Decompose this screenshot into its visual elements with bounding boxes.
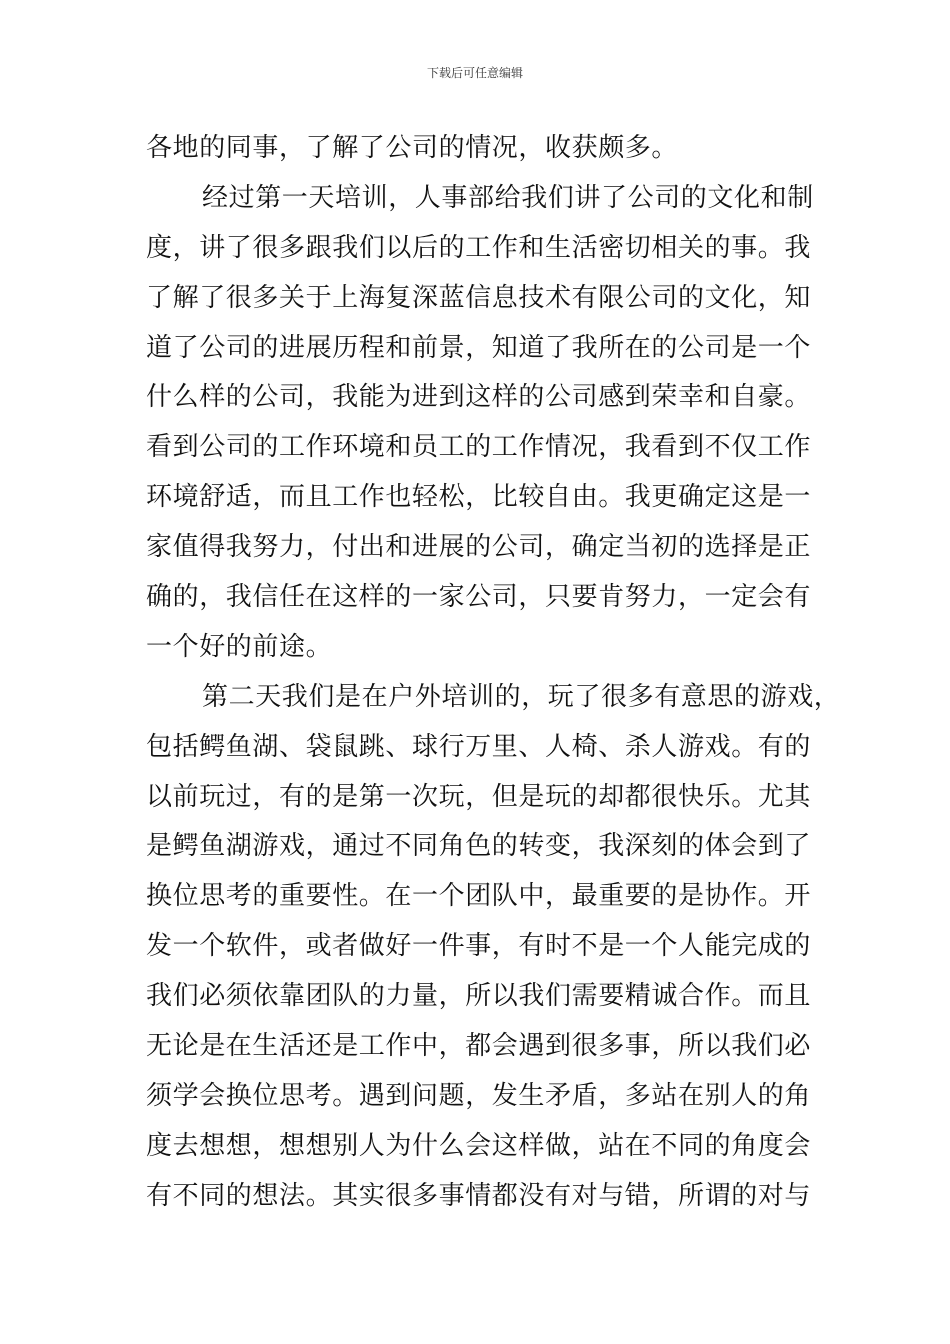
text-line: 有不同的想法。其实很多事情都没有对与错，所谓的对与 [146,1180,812,1211]
text-line: 环境舒适，而且工作也轻松，比较自由。我更确定这是一 [146,482,812,513]
text-line: 是鳄鱼湖游戏，通过不同角色的转变，我深刻的体会到了 [146,831,812,862]
text-line: 以前玩过，有的是第一次玩，但是玩的却都很快乐。尤其 [146,781,812,812]
text-line: 什么样的公司，我能为进到这样的公司感到荣幸和自豪。 [146,382,812,413]
page-header-note: 下载后可任意编辑 [426,66,523,80]
text-line: 发一个软件，或者做好一件事，有时不是一个人能完成的 [146,931,812,962]
text-line: 包括鳄鱼湖、袋鼠跳、球行万里、人椅、杀人游戏。有的 [146,731,812,762]
text-line: 须学会换位思考。遇到问题，发生矛盾，多站在别人的角 [146,1080,812,1111]
text-line: 了解了很多关于上海复深蓝信息技术有限公司的文化，知 [146,282,812,313]
paragraph-first-line: 第二天我们是在户外培训的，玩了很多有意思的游戏， [202,681,841,712]
text-line: 我们必须依靠团队的力量，所以我们需要精诚合作。而且 [146,981,812,1012]
text-line: 一个好的前途。 [146,631,333,662]
text-line: 看到公司的工作环境和员工的工作情况，我看到不仅工作 [146,432,812,463]
text-line: 道了公司的进展历程和前景，知道了我所在的公司是一个 [146,332,812,363]
text-line: 度，讲了很多跟我们以后的工作和生活密切相关的事。我 [146,232,812,263]
text-line: 换位思考的重要性。在一个团队中，最重要的是协作。开 [146,881,812,912]
text-line: 无论是在生活还是工作中，都会遇到很多事，所以我们必 [146,1031,812,1062]
document-body [146,128,841,1226]
text-line: 确的，我信任在这样的一家公司，只要肯努力，一定会有 [146,582,812,613]
paragraph-first-line: 经过第一天培训，人事部给我们讲了公司的文化和制 [202,182,814,213]
text-line: 各地的同事，了解了公司的情况，收获颇多。 [146,133,679,163]
text-line: 家值得我努力，付出和进展的公司，确定当初的选择是正 [146,532,812,563]
text-line: 度去想想，想想别人为什么会这样做，站在不同的角度会 [146,1130,812,1161]
